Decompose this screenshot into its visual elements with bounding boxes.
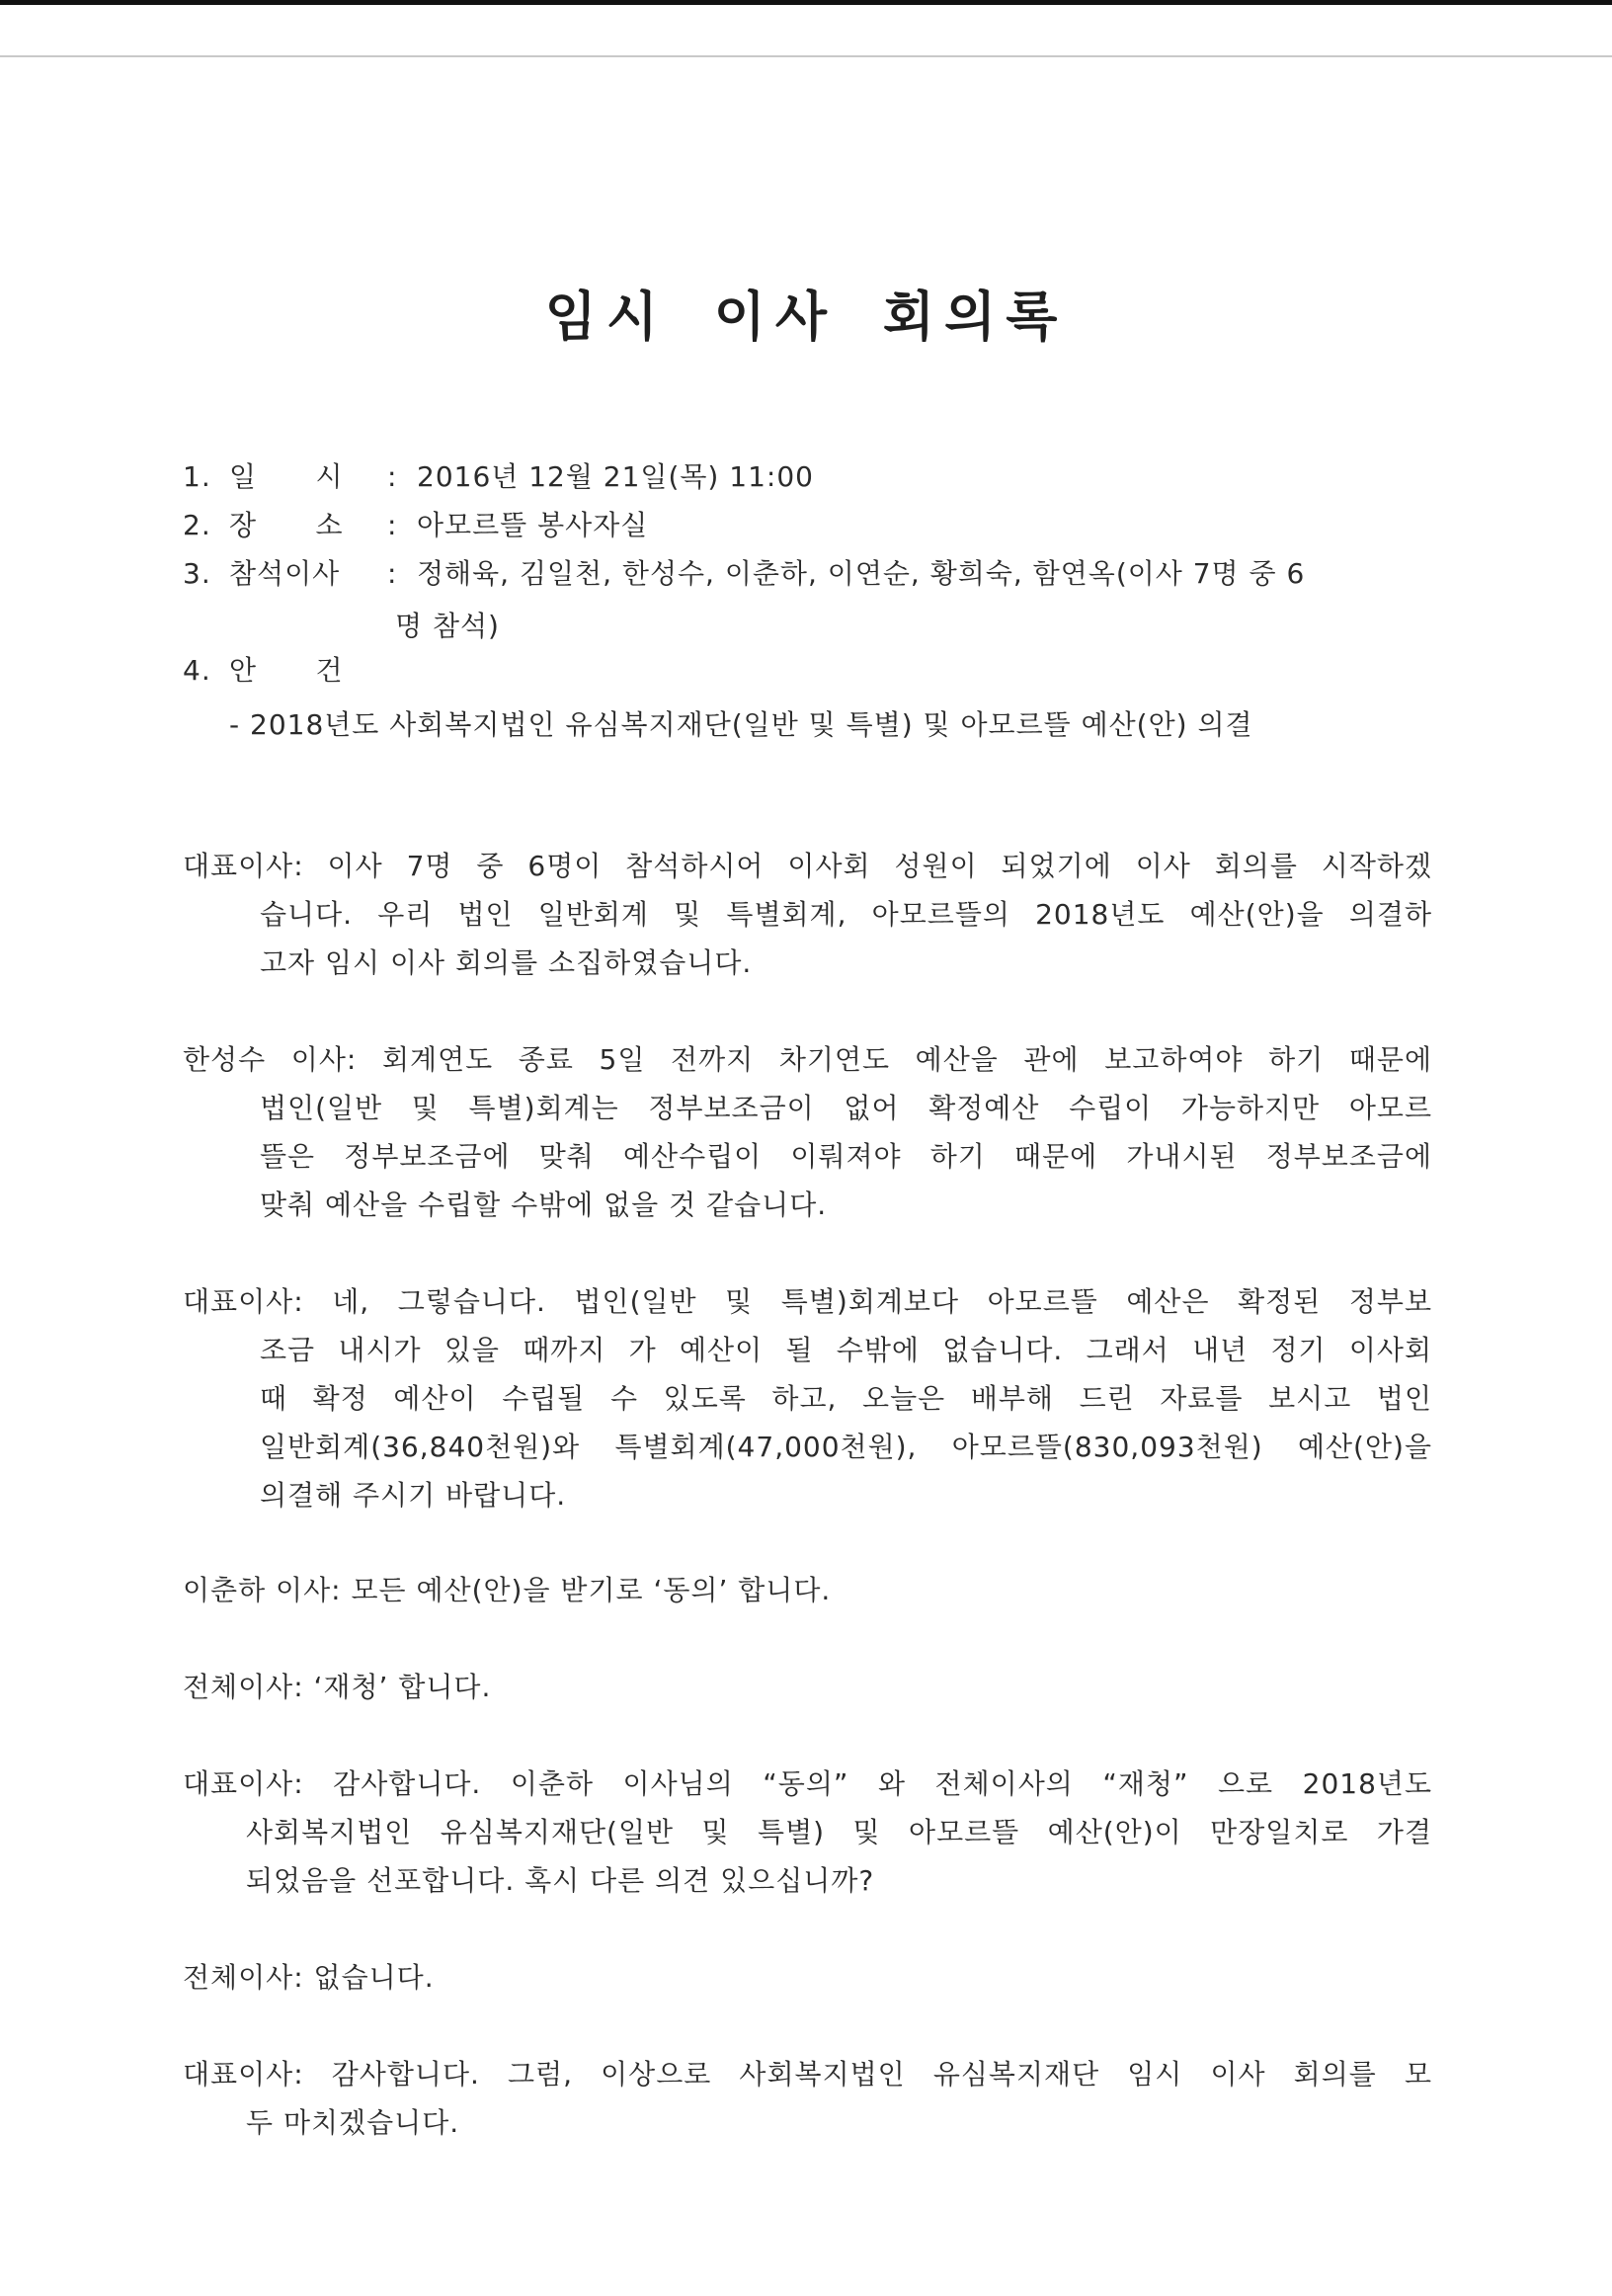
minutes-line: 대표이사: 네, 그렇습니다. 법인(일반 및 특별)회계보다 아모르뜰 예산은 확정된 정부보: [183, 1285, 1432, 1318]
info-label: 참석이사: [229, 557, 341, 590]
minutes-line: 맞춰 예산을 수립할 수밖에 없을 것 같습니다.: [260, 1189, 828, 1221]
minutes-line: 때 확정 예산이 수립될 수 있도록 하고, 오늘은 배부해 드린 자료를 보시고 법인: [260, 1382, 1432, 1415]
minutes-line: 되었음을 선포합니다. 혹시 다른 의견 있으십니까?: [246, 1864, 875, 1897]
minutes-line: 고자 임시 이사 회의를 소집하였습니다.: [260, 946, 753, 979]
minutes-line: 두 마치겠습니다.: [246, 2106, 460, 2139]
minutes-paragraph: [183, 1566, 1432, 1614]
info-label: 일 시: [229, 460, 344, 493]
minutes-line: 이춘하 이사: 모든 예산(안)을 받기로 ‘동의’ 합니다.: [183, 1574, 832, 1606]
info-label: 안 건: [229, 654, 344, 687]
minutes-paragraph: [183, 2050, 1432, 2147]
minutes-line: 대표이사: 이사 7명 중 6명이 참석하시어 이사회 성원이 되었기에 이사 회의를 시작하겠: [183, 850, 1432, 882]
info-number: 3.: [183, 557, 211, 590]
info-item-attendees: [183, 549, 1305, 598]
minutes-paragraph: [183, 1035, 1432, 1229]
minutes-line: 습니다. 우리 법인 일반회계 및 특별회계, 아모르뜰의 2018년도 예산(안)을 의결하: [260, 898, 1432, 931]
document-title: 임시 이사 회의록: [544, 286, 1068, 348]
info-separator: :: [387, 557, 398, 590]
minutes-line: 사회복지법인 유심복지재단(일반 및 특별) 및 아모르뜰 예산(안)이 만장일치로 가결: [246, 1816, 1432, 1848]
minutes-line: 조금 내시가 있을 때까지 가 예산이 될 수밖에 없습니다. 그래서 내년 정기 이사회: [260, 1334, 1432, 1366]
info-item-place: [183, 501, 648, 549]
info-number: 4.: [183, 654, 211, 687]
minutes-line: 대표이사: 감사합니다. 그럼, 이상으로 사회복지법인 유심복지재단 임시 이사 회의를 모: [183, 2058, 1432, 2091]
info-value: 정해육, 김일천, 한성수, 이춘하, 이연순, 황희숙, 함연옥(이사 7명 중 6: [417, 557, 1306, 590]
info-item-datetime: [183, 452, 814, 501]
minutes-paragraph: [183, 1953, 1432, 2002]
minutes-paragraph: [183, 1663, 1432, 1711]
minutes-line: 뜰은 정부보조금에 맞춰 예산수립이 이뤄져야 하기 때문에 가내시된 정부보조금에: [260, 1140, 1432, 1173]
minutes-line: 전체이사: 없습니다.: [183, 1961, 435, 1994]
info-item-agenda: [183, 646, 387, 695]
minutes-line: 법인(일반 및 특별)회계는 정부보조금이 없어 확정예산 수립이 가능하지만 아모르: [260, 1092, 1432, 1124]
minutes-line: 한성수 이사: 회계연도 종료 5일 전까지 차기연도 예산을 관에 보고하여야 하기 때문에: [183, 1043, 1432, 1076]
info-value-continuation: 명 참석): [395, 610, 500, 642]
minutes-line: 전체이사: ‘재청’ 합니다.: [183, 1671, 492, 1703]
info-value: 아모르뜰 봉사자실: [417, 509, 649, 541]
info-value: 2016년 12월 21일(목) 11:00: [417, 460, 814, 493]
minutes-paragraph: [183, 1760, 1432, 1905]
minutes-paragraph: [183, 842, 1432, 987]
info-number: 1.: [183, 460, 211, 493]
info-separator: :: [387, 460, 398, 493]
agenda-item: - 2018년도 사회복지법인 유심복지재단(일반 및 특별) 및 아모르뜰 예산(안) 의결: [229, 708, 1253, 741]
scan-edge-top: [0, 0, 1612, 5]
minutes-line: 대표이사: 감사합니다. 이춘하 이사님의 “동의” 와 전체이사의 “재청” 으로 2018년도: [183, 1767, 1432, 1800]
info-number: 2.: [183, 509, 211, 541]
info-label: 장 소: [229, 509, 344, 541]
info-separator: :: [387, 509, 398, 541]
minutes-paragraph: [183, 1277, 1432, 1519]
minutes-line: 일반회계(36,840천원)와 특별회계(47,000천원), 아모르뜰(830,093천원) 예산(안)을: [260, 1431, 1432, 1463]
minutes-line: 의결해 주시기 바랍니다.: [260, 1479, 567, 1512]
scan-divider-line: [0, 55, 1612, 57]
